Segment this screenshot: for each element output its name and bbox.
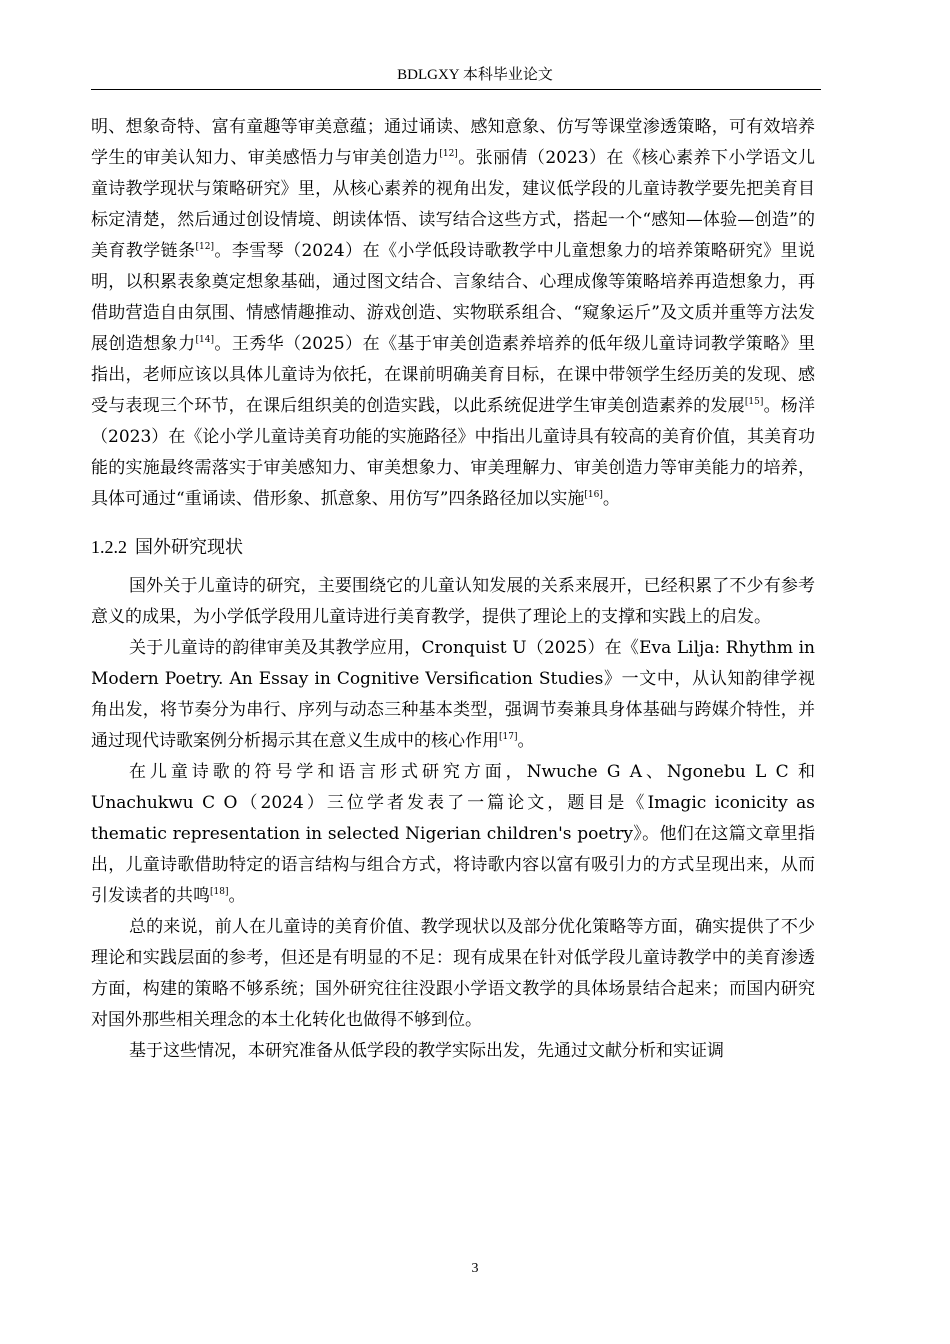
- literature-review-domestic: [91, 112, 815, 515]
- paragraph: [91, 1036, 815, 1067]
- paragraph-text: 。王秀华（2025）在《基于审美创造素养培养的低年级儿童诗词教学策略》里指出，老师应该以具体儿童诗为依托，在课前明确美育目标，在课中带领学生经历美的发现、感受与表现三个环节，在课后组织美的创造实践，以此系统促进学生审美创造素养的发展: [91, 334, 815, 416]
- paragraph-text: 明、想象奇特、富有童趣等审美意蕴；通过诵读、感知意象、仿写等课堂渗透策略，可有效培养学生的审美认知力、审美感悟力与审美创造力: [91, 117, 815, 168]
- section-number: 1.2.2: [91, 537, 127, 557]
- citation-reference: [16]: [584, 490, 603, 500]
- running-header: BDLGXY 本科毕业论文: [397, 67, 553, 83]
- paragraph: [91, 112, 815, 515]
- section-heading: [91, 515, 815, 571]
- paragraph-text: 基于这些情况，本研究准备从低学段的教学实际出发，先通过文献分析和实证调: [129, 1041, 724, 1061]
- paragraph-text: 。杨洋（2023）在《论小学儿童诗美育功能的实施路径》中指出儿童诗具有较高的美育价值，其美育功能的实施最终需落实于审美感知力、审美想象力、审美理解力、审美创造力等审美能力的培养，具体可通过“重诵读、借形象、抓意象、用仿写”四条路径加以实施: [91, 396, 815, 509]
- paragraph: [91, 912, 815, 1036]
- citation-reference: [12]: [439, 149, 458, 159]
- paragraph-text: 在儿童诗歌的符号学和语言形式研究方面，Nwuche G A、Ngonebu L C 和 Unachukwu C O（2024）三位学者发表了一篇论文，题目是《Imagic iconicity as thematic representation in selected Nigerian children's poetry》。他们在这篇文章里指出，儿童诗歌借助特定的语言结构与组合方式，将诗歌内容以富有吸引力的方式呈现出来，从而引发读者的共鸣: [91, 762, 815, 906]
- literature-review-foreign: [91, 571, 815, 1067]
- paragraph-text: 。李雪琴（2024）在《小学低段诗歌教学中儿童想象力的培养策略研究》里说明，以积累表象奠定想象基础，通过图文结合、言象结合、心理成像等策略培养再造想象力，再借助营造自由氛围、情感情趣推动、游戏创造、实物联系组合、“窥象运斤”及文质并重等方法发展创造想象力: [91, 241, 815, 354]
- citation-reference: [12]: [195, 242, 214, 252]
- citation-reference: [18]: [210, 887, 229, 897]
- section-title: 国外研究现状: [135, 537, 243, 558]
- paragraph-text: 。: [602, 489, 620, 509]
- paragraph: [91, 571, 815, 633]
- paragraph: [91, 757, 815, 912]
- citation-reference: [15]: [744, 397, 764, 407]
- paragraph-text: 。张丽倩（2023）在《核心素养下小学语文儿童诗教学现状与策略研究》里，从核心素养的视角出发，建议低学段的儿童诗教学要先把美育目标定清楚，然后通过创设情境、朗读体悟、读写结合这些方式，搭起一个“感知—体验—创造”的美育教学链条: [91, 148, 816, 261]
- paragraph-text: 关于儿童诗的韵律审美及其教学应用，Cronquist U（2025）在《Eva Lilja: Rhythm in Modern Poetry. An Essay in Cognitive Versification Studies》一文中，从认知韵律学视角出发，将节奏分为串行、序列与动态三种基本类型，强调节奏兼具身体基础与跨媒介特性，并通过现代诗歌案例分析揭示其在意义生成中的核心作用: [91, 638, 815, 751]
- paragraph-text: 国外关于儿童诗的研究，主要围绕它的儿童认知发展的关系来展开，已经积累了不少有参考意义的成果，为小学低学段用儿童诗进行美育教学，提供了理论上的支撑和实践上的启发。: [91, 576, 815, 627]
- header-divider: [91, 89, 821, 90]
- citation-reference: [14]: [195, 335, 214, 345]
- page-number: 3: [471, 1261, 479, 1276]
- paragraph-text: 总的来说，前人在儿童诗的美育价值、教学现状以及部分优化策略等方面，确实提供了不少理论和实践层面的参考，但还是有明显的不足：现有成果在针对低学段儿童诗教学中的美育渗透方面，构建的策略不够系统；国外研究往往没跟小学语文教学的具体场景结合起来；而国内研究对国外那些相关理念的本土化转化也做得不够到位。: [91, 917, 815, 1030]
- body-text: [91, 112, 815, 1067]
- paragraph-text: 。: [517, 731, 535, 751]
- paragraph-text: 。: [228, 886, 246, 906]
- citation-reference: [17]: [499, 732, 518, 742]
- paragraph: [91, 633, 815, 757]
